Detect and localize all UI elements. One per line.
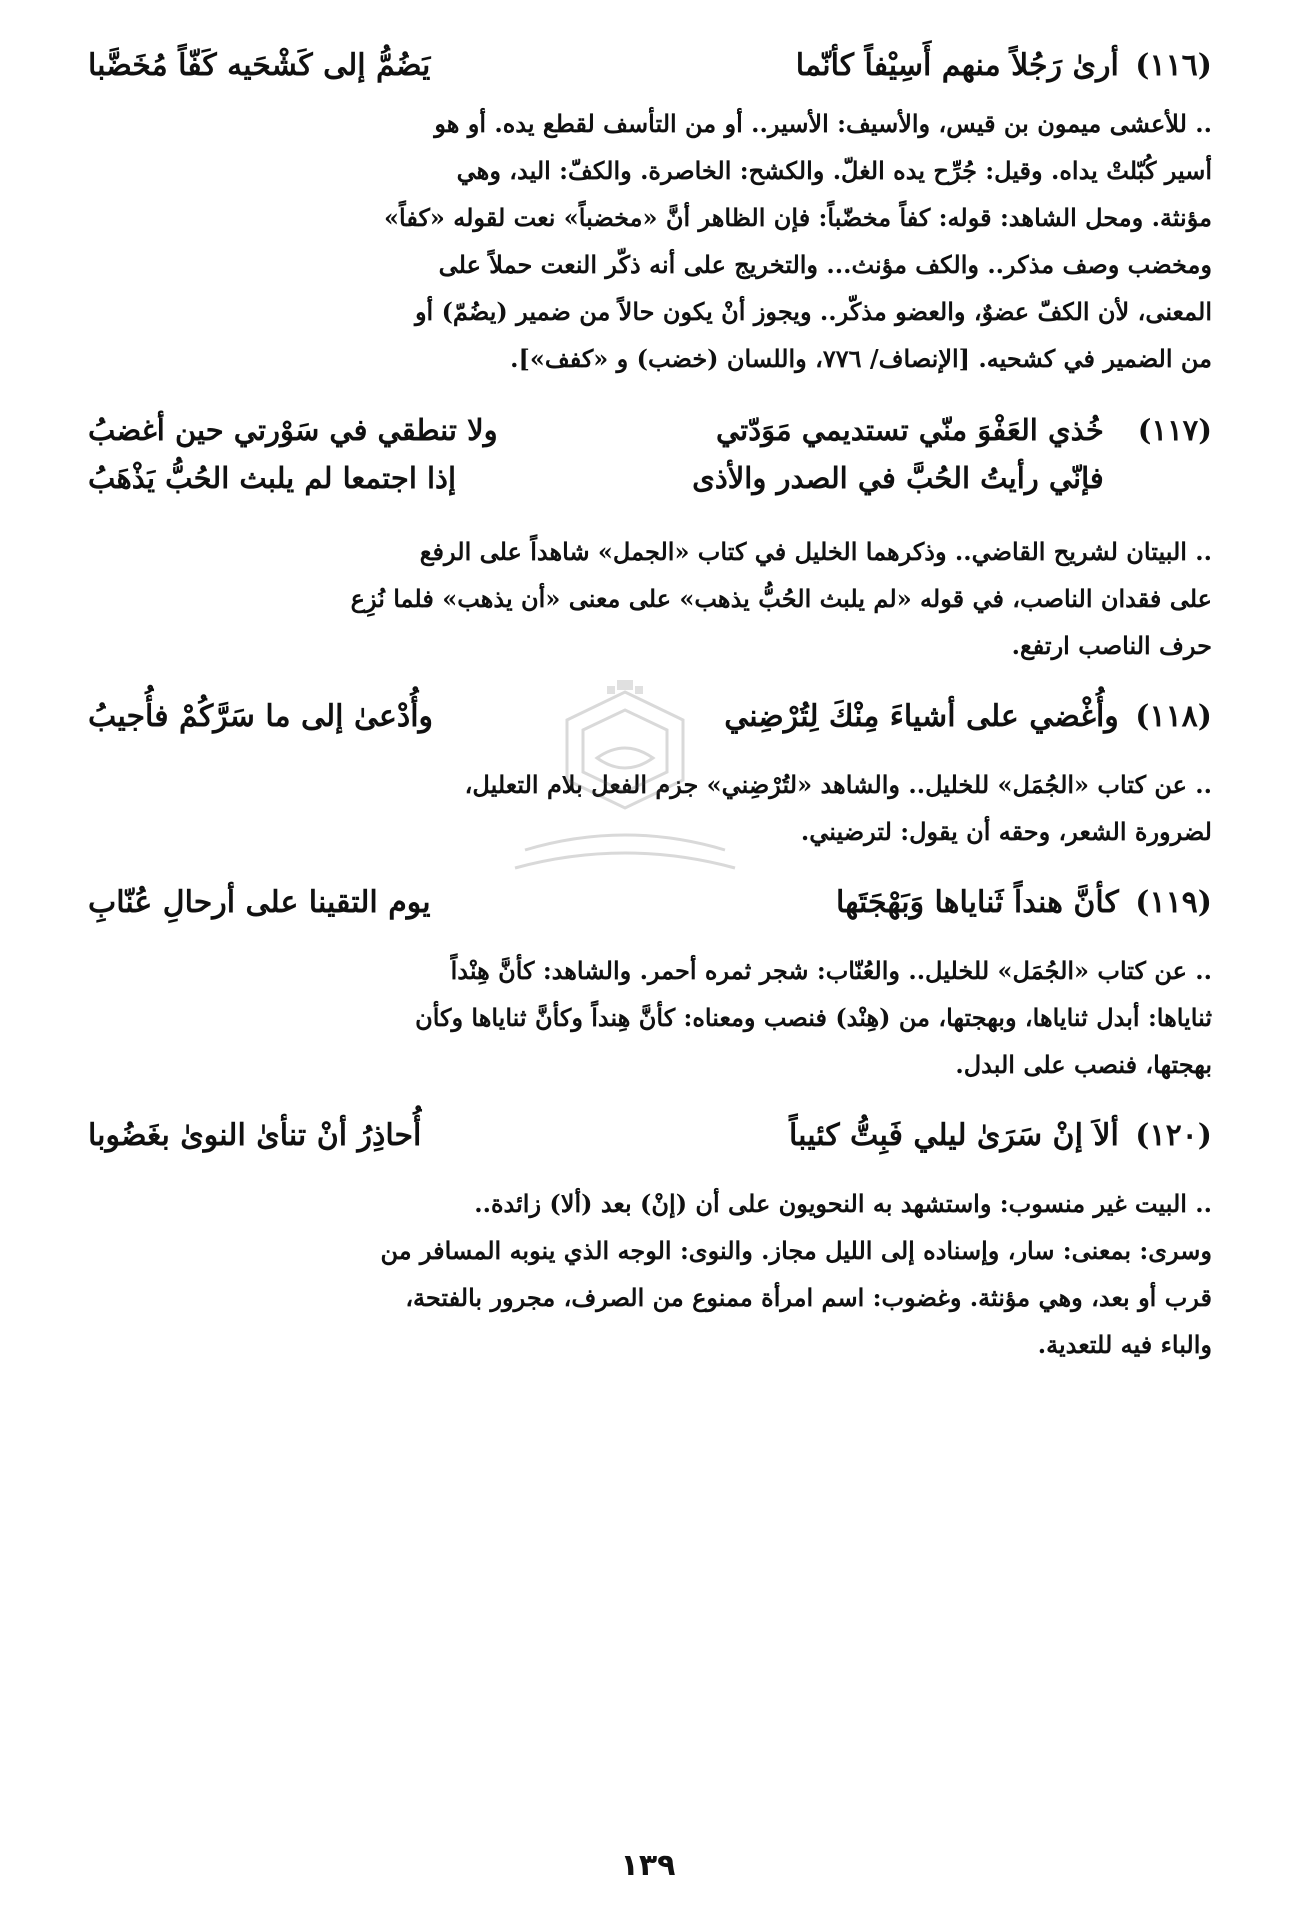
verse-second-hemistich: إذا اجتمعا لم يلبث الحُبُّ يَذْهَبُ	[88, 461, 457, 495]
commentary-line: ثناياها: أبدل ثناياها، وبهجتها، من (هِنْد) فنصب ومعناه: كأنَّ هِنداً وكأنَّ ثناياها وكأن	[415, 1003, 1212, 1032]
commentary-line: مؤنثة. ومحل الشاهد: قوله: كفاً مخضّباً: فإن الظاهر أنَّ «مخضباً» نعت لقوله «كفاً»	[384, 203, 1212, 232]
verse-line	[88, 42, 1212, 90]
commentary-line: ومخضب وصف مذكر.. والكف مؤنث... والتخريج على أنه ذكّر النعت حملاً على	[438, 250, 1212, 279]
verse-second-hemistich: يوم التقينا على أرحالِ عُنّابِ	[88, 885, 431, 920]
verse-first-hemistich	[476, 42, 1212, 90]
verse-line	[88, 879, 1212, 927]
commentary-line: .. عن كتاب «الجُمَل» للخليل.. والشاهد «لتُرْضِني» جزم الفعل بلام التعليل،	[464, 770, 1212, 799]
entry-116	[88, 42, 1212, 382]
verse-second-hemistich: وأُدْعىٰ إلى ما سَرَّكُمْ فأُجيبُ	[88, 699, 434, 734]
verse-number: (١١٨)	[1135, 699, 1212, 734]
commentary-line: على فقدان الناصب، في قوله «لم يلبث الحُبُّ يذهب» على معنى «أن يذهب» فلما نُزِع	[350, 584, 1212, 613]
commentary	[88, 1180, 1212, 1368]
verse-number: (١١٦)	[1135, 48, 1212, 83]
verse-second-hemistich: أُحاذِرُ أنْ تنأىٰ النوىٰ بغَضُوبا	[88, 1118, 422, 1153]
verse-second-hemistich: يَضُمُّ إلى كَشْحَيه كَفّاً مُخَضَّبا	[88, 48, 431, 83]
entry-120	[88, 1112, 1212, 1368]
verse-text: وأُغْضي على أشياءَ مِنْكَ لِتُرْضِني	[724, 699, 1119, 734]
verse-first-hemistich	[479, 693, 1212, 741]
entry-119	[88, 879, 1212, 1088]
verse-line	[88, 1112, 1212, 1160]
verse-line	[88, 693, 1212, 741]
verse-number: (١١٩)	[1135, 885, 1212, 920]
verse-couplet	[88, 406, 1212, 502]
commentary-line: حرف الناصب ارتفع.	[1011, 631, 1212, 660]
commentary-line: .. البيت غير منسوب: واستشهد به النحويون على أن (إنْ) بعد (ألا) زائدة..	[474, 1189, 1212, 1218]
verse-number: (١٢٠)	[1135, 1118, 1212, 1153]
verse-number: (١١٧)	[1137, 413, 1212, 447]
commentary-line: والباء فيه للتعدية.	[1037, 1330, 1212, 1359]
page-number: ١٣٩	[620, 1848, 676, 1883]
verse-second-hemistich: ولا تنطقي في سَوْرتي حين أغضبُ	[88, 413, 498, 447]
commentary-line: من الضمير في كشحيه. [الإنصاف/ ٧٧٦، واللسان (خضب) و «كفف»].	[510, 344, 1212, 373]
commentary-line: قرب أو بعد، وهي مؤنثة. وغضوب: اسم امرأة ممنوع من الصرف، مجرور بالفتحة،	[405, 1283, 1212, 1312]
commentary-line: لضرورة الشعر، وحقه أن يقول: لترضيني.	[800, 817, 1212, 846]
commentary	[88, 947, 1212, 1088]
commentary	[88, 761, 1212, 855]
commentary	[88, 100, 1212, 382]
commentary	[88, 528, 1212, 669]
commentary-line: .. البيتان لشريح القاضي.. وذكرهما الخليل في كتاب «الجمل» شاهداً على الرفع	[419, 537, 1212, 566]
verse-indent	[1138, 454, 1212, 502]
commentary-line: .. عن كتاب «الجُمَل» للخليل.. والعُنّاب: شجر ثمره أحمر. والشاهد: كأنَّ هِنْداً	[450, 956, 1212, 985]
verse-text: كأنَّ هنداً ثَناياها وَبَهْجَتَها	[836, 885, 1119, 920]
verse-text: ألاَ إنْ سَرَىٰ ليلي فَبِتُّ كئيباً	[789, 1118, 1119, 1153]
commentary-line: وسرى: بمعنى: سار، وإسناده إلى الليل مجاز. والنوى: الوجه الذي ينوبه المسافر من	[380, 1236, 1212, 1265]
verse-first-hemistich: خُذي العَفْوَ منّي تستديمي مَوَدّتي	[715, 413, 1104, 447]
verse-first-hemistich	[467, 1112, 1212, 1160]
entry-117	[88, 406, 1212, 669]
verse-first-hemistich	[477, 879, 1212, 927]
commentary-line: .. للأعشى ميمون بن قيس، والأسيف: الأسير.. أو من التأسف لقطع يده. أو هو	[434, 109, 1212, 138]
verse-text: أرىٰ رَجُلاً منهم أَسِيْفاً كأنّما	[795, 48, 1119, 83]
commentary-line: بهجتها، فنصب على البدل.	[955, 1050, 1212, 1079]
entry-118	[88, 693, 1212, 855]
verse-first-hemistich: فإنّي رأيتُ الحُبَّ في الصدر والأذى	[692, 461, 1104, 495]
book-page	[88, 42, 1212, 1902]
commentary-line: المعنى، لأن الكفّ عضوٌ، والعضو مذكّر.. ويجوز أنْ يكون حالاً من ضمير (يضُمّ) أو	[414, 297, 1212, 326]
commentary-line: أسير كُبّلتْ يداه. وقيل: جُرِّح يده الغلّ. والكشح: الخاصرة. والكفّ: اليد، وهي	[456, 156, 1212, 185]
